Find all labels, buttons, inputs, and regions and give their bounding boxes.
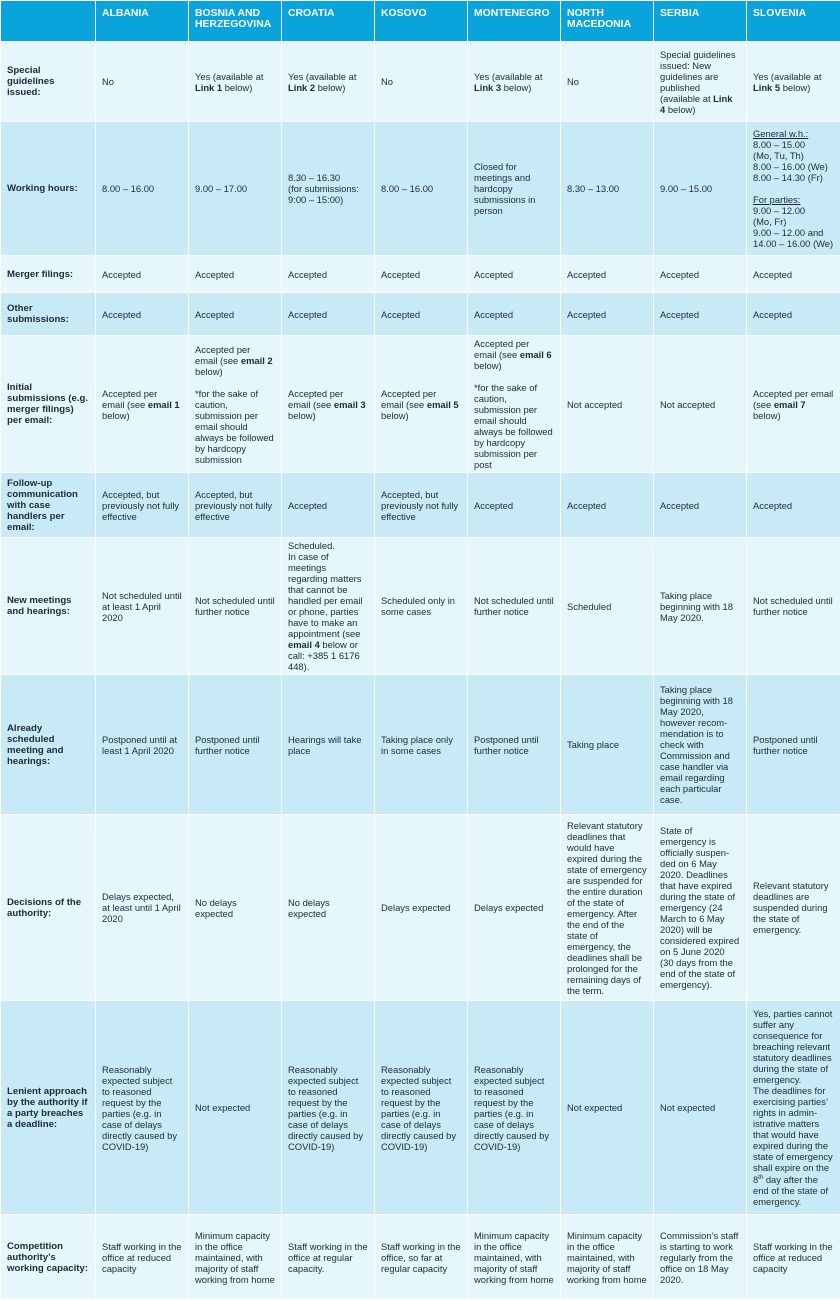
merger-north-macedonia: Accepted xyxy=(561,256,654,293)
followup-bosnia: Accepted, but previously not fully effective xyxy=(189,473,282,538)
column-header-kosovo: KOSOVO xyxy=(375,1,468,42)
row-decisions xyxy=(1,815,840,1001)
decision-croatia: No delays expected xyxy=(282,815,375,1001)
link-1[interactable]: Link 1 xyxy=(195,82,222,93)
corner-cell xyxy=(1,1,96,42)
merger-montenegro: Accepted xyxy=(468,256,561,293)
other-kosovo: Accepted xyxy=(375,293,468,336)
parties-hours-label: For parties: xyxy=(753,194,834,205)
sched-bosnia: Postponed until further notice xyxy=(189,675,282,815)
followup-serbia: Accepted xyxy=(654,473,747,538)
decision-slovenia: Relevant statutory deadlines are suspended during the state of emergency. xyxy=(747,815,840,1001)
followup-albania: Accepted, but previously not fully effective xyxy=(96,473,189,538)
column-header-montenegro: MONTENEGRO xyxy=(468,1,561,42)
newmeet-slovenia: Not scheduled until further notice xyxy=(747,538,840,675)
row-label-new-meetings: New meetings and hearings: xyxy=(1,538,96,675)
lenient-bosnia: Not expected xyxy=(189,1001,282,1215)
capacity-slovenia: Staff working in the office at reduced capacity xyxy=(747,1215,840,1300)
row-other-submissions xyxy=(1,293,840,336)
followup-montenegro: Accepted xyxy=(468,473,561,538)
decision-bosnia: No delays expected xyxy=(189,815,282,1001)
initial-kosovo: Accepted per email (see email 5 below) xyxy=(375,336,468,473)
row-label-lenient: Lenient approach by the authority if a party breaches a deadline: xyxy=(1,1001,96,1215)
newmeet-serbia: Taking place beginning with 18 May 2020. xyxy=(654,538,747,675)
row-label-already-scheduled: Already scheduled meeting and hearings: xyxy=(1,675,96,815)
hours-albania: 8.00 – 16.00 xyxy=(96,122,189,256)
hours-slovenia xyxy=(747,122,840,256)
newmeet-croatia: Scheduled. In case of meetings regarding matters that cannot be handled per email or phone, parties have to make an appointment (see email 4 below or call: +385 1 6176 448). xyxy=(282,538,375,675)
sched-montenegro: Postponed until further notice xyxy=(468,675,561,815)
initial-albania: Accepted per email (see email 1 below) xyxy=(96,336,189,473)
hours-serbia: 9.00 – 15.00 xyxy=(654,122,747,256)
link-4[interactable]: Link 4 xyxy=(660,93,732,115)
sched-albania: Postponed until at least 1 April 2020 xyxy=(96,675,189,815)
email-5[interactable]: email 5 xyxy=(427,399,459,410)
guidelines-bosnia: Yes (available at Link 1 below) xyxy=(189,42,282,122)
row-working-hours xyxy=(1,122,840,256)
sched-kosovo: Taking place only in some cases xyxy=(375,675,468,815)
capacity-north-macedonia: Minimum capacity in the office maintained, with majority of staff working from home xyxy=(561,1215,654,1300)
guidelines-serbia: Special guidelines issued: New guidelines are published (available at Link 4 below) xyxy=(654,42,747,122)
guidelines-croatia: Yes (available at Link 2 below) xyxy=(282,42,375,122)
caution-note-bosnia: *for the sake of caution, submission per email should always be followed by hardcopy submission xyxy=(195,388,275,465)
other-bosnia: Accepted xyxy=(189,293,282,336)
initial-slovenia: Accepted per email (see email 7 below) xyxy=(747,336,840,473)
other-serbia: Accepted xyxy=(654,293,747,336)
row-label-follow-up: Follow-up communication with case handlers per email: xyxy=(1,473,96,538)
row-label-guidelines: Special guidelines issued: xyxy=(1,42,96,122)
row-already-scheduled xyxy=(1,675,840,815)
column-header-slovenia: SLOVENIA xyxy=(747,1,840,42)
sched-slovenia: Postponed until further notice xyxy=(747,675,840,815)
capacity-montenegro: Minimum capacity in the office maintained, with majority of staff working from home xyxy=(468,1215,561,1300)
hours-croatia: 8.30 – 16.30 (for submissions: 9:00 – 15:00) xyxy=(282,122,375,256)
caution-note-montenegro: *for the sake of caution, submission per email should always be followed by hardcopy submission per post xyxy=(474,382,554,470)
email-6[interactable]: email 6 xyxy=(520,349,552,360)
guidelines-slovenia: Yes (available at Link 5 below) xyxy=(747,42,840,122)
followup-slovenia: Accepted xyxy=(747,473,840,538)
initial-serbia: Not accepted xyxy=(654,336,747,473)
capacity-albania: Staff working in the office at reduced capacity xyxy=(96,1215,189,1300)
merger-kosovo: Accepted xyxy=(375,256,468,293)
newmeet-albania: Not scheduled until at least 1 April 2020 xyxy=(96,538,189,675)
email-7[interactable]: email 7 xyxy=(774,399,806,410)
followup-croatia: Accepted xyxy=(282,473,375,538)
row-label-capacity: Competition authority’s working capacity: xyxy=(1,1215,96,1300)
guidelines-north-macedonia: No xyxy=(561,42,654,122)
initial-north-macedonia: Not accepted xyxy=(561,336,654,473)
followup-kosovo: Accepted, but previously not fully effective xyxy=(375,473,468,538)
initial-bosnia: Accepted per email (see email 2 below) *for the sake of caution, submission per email should always be followed by hardcopy submission xyxy=(189,336,282,473)
row-guidelines xyxy=(1,42,840,122)
guidelines-montenegro: Yes (available at Link 3 below) xyxy=(468,42,561,122)
lenient-serbia: Not expected xyxy=(654,1001,747,1215)
merger-serbia: Accepted xyxy=(654,256,747,293)
row-label-merger-filings: Merger filings: xyxy=(1,256,96,293)
other-north-macedonia: Accepted xyxy=(561,293,654,336)
other-croatia: Accepted xyxy=(282,293,375,336)
general-hours-label: General w.h.: xyxy=(753,128,834,139)
sched-croatia: Hearings will take place xyxy=(282,675,375,815)
newmeet-montenegro: Not scheduled until further notice xyxy=(468,538,561,675)
decision-albania: Delays expected, at least until 1 April 2020 xyxy=(96,815,189,1001)
hours-bosnia: 9.00 – 17.00 xyxy=(189,122,282,256)
row-new-meetings xyxy=(1,538,840,675)
row-label-working-hours: Working hours: xyxy=(1,122,96,256)
row-label-decisions: Decisions of the authority: xyxy=(1,815,96,1001)
newmeet-north-macedonia: Scheduled xyxy=(561,538,654,675)
row-label-other-submissions: Other submissions: xyxy=(1,293,96,336)
link-5[interactable]: Link 5 xyxy=(753,82,780,93)
other-montenegro: Accepted xyxy=(468,293,561,336)
merger-albania: Accepted xyxy=(96,256,189,293)
other-slovenia: Accepted xyxy=(747,293,840,336)
email-2[interactable]: email 2 xyxy=(241,355,273,366)
column-header-bosnia: BOSNIA AND HERZEGOVINA xyxy=(189,1,282,42)
newmeet-kosovo: Scheduled only in some cases xyxy=(375,538,468,675)
lenient-kosovo: Reasonably expected subject to reasoned request by the parties (e.g. in case of delays directly caused by COVID-19) xyxy=(375,1001,468,1215)
row-capacity xyxy=(1,1215,840,1300)
column-header-north-macedonia: NORTH MACEDONIA xyxy=(561,1,654,42)
lenient-north-macedonia: Not expected xyxy=(561,1001,654,1215)
email-3[interactable]: email 3 xyxy=(334,399,366,410)
row-follow-up xyxy=(1,473,840,538)
decision-north-macedonia: Relevant statutory deadlines that would have expired during the state of emergency are suspended for the entire duration of the state of emergency. After the end of the state of emergency, the deadlines shall be prolonged for the remaining days of the term. xyxy=(561,815,654,1001)
merger-bosnia: Accepted xyxy=(189,256,282,293)
email-4[interactable]: email 4 xyxy=(288,639,320,650)
newmeet-bosnia: Not scheduled until further notice xyxy=(189,538,282,675)
decision-serbia: State of emergency is officially suspen-ded on 6 May 2020. Deadlines that have expired during the state of emergency (24 March to 6 May 2020) will be considered expired on 5 June 2020 (30 days from the end of the state of emergency). xyxy=(654,815,747,1001)
row-initial-submissions xyxy=(1,336,840,473)
header-row xyxy=(1,1,840,42)
lenient-albania: Reasonably expected subject to reasoned request by the parties (e.g. in case of delays directly caused by COVID-19) xyxy=(96,1001,189,1215)
lenient-croatia: Reasonably expected subject to reasoned request by the parties (e.g. in case of delays directly caused by COVID-19) xyxy=(282,1001,375,1215)
email-1[interactable]: email 1 xyxy=(148,399,180,410)
merger-slovenia: Accepted xyxy=(747,256,840,293)
capacity-kosovo: Staff working in the office, so far at regular capacity xyxy=(375,1215,468,1300)
merger-croatia: Accepted xyxy=(282,256,375,293)
capacity-serbia: Commission’s staff is starting to work regularly from the office on 18 May 2020. xyxy=(654,1215,747,1300)
lenient-montenegro: Reasonably expected subject to reasoned request by the parties (e.g. in case of delays directly caused by COVID-19) xyxy=(468,1001,561,1215)
sched-serbia: Taking place beginning with 18 May 2020, however recom-mendation is to check with Commission and case handler via email regarding each particular case. xyxy=(654,675,747,815)
hours-kosovo: 8.00 – 16.00 xyxy=(375,122,468,256)
lenient-slovenia: Yes, parties cannot suffer any consequence for breaching relevant statutory deadlines during the state of emergency. The deadlines for exercising parties’ rights in admin-istrative matters that would have expired during the state of emergency shall expire on the 8th day after the end of the state of emergency. xyxy=(747,1001,840,1215)
other-albania: Accepted xyxy=(96,293,189,336)
capacity-bosnia: Minimum capacity in the office maintained, with majority of staff working from home xyxy=(189,1215,282,1300)
decision-kosovo: Delays expected xyxy=(375,815,468,1001)
column-header-croatia: CROATIA xyxy=(282,1,375,42)
followup-north-macedonia: Accepted xyxy=(561,473,654,538)
guidelines-kosovo: No xyxy=(375,42,468,122)
decision-montenegro: Delays expected xyxy=(468,815,561,1001)
parties-hours: 9.00 – 12.00 (Mo, Fr) 9.00 – 12.00 and 14.00 – 16.00 (We) xyxy=(753,205,834,249)
hours-montenegro: Closed for meetings and hardcopy submissions in person xyxy=(468,122,561,256)
guidelines-albania: No xyxy=(96,42,189,122)
link-3[interactable]: Link 3 xyxy=(474,82,501,93)
capacity-croatia: Staff working in the office at regular capacity. xyxy=(282,1215,375,1300)
general-hours: 8.00 – 15.00 (Mo, Tu, Th) 8.00 – 16.00 (We) 8.00 – 14.30 (Fr) xyxy=(753,139,834,183)
row-label-initial-submissions: Initial submissions (e.g. merger filings) per email: xyxy=(1,336,96,473)
row-merger-filings xyxy=(1,256,840,293)
link-2[interactable]: Link 2 xyxy=(288,82,315,93)
initial-montenegro: Accepted per email (see email 6 below) *for the sake of caution, submission per email should always be followed by hardcopy submission per post xyxy=(468,336,561,473)
row-lenient xyxy=(1,1001,840,1215)
initial-croatia: Accepted per email (see email 3 below) xyxy=(282,336,375,473)
hours-north-macedonia: 8.30 – 13.00 xyxy=(561,122,654,256)
sched-north-macedonia: Taking place xyxy=(561,675,654,815)
column-header-albania: ALBANIA xyxy=(96,1,189,42)
column-header-serbia: SERBIA xyxy=(654,1,747,42)
